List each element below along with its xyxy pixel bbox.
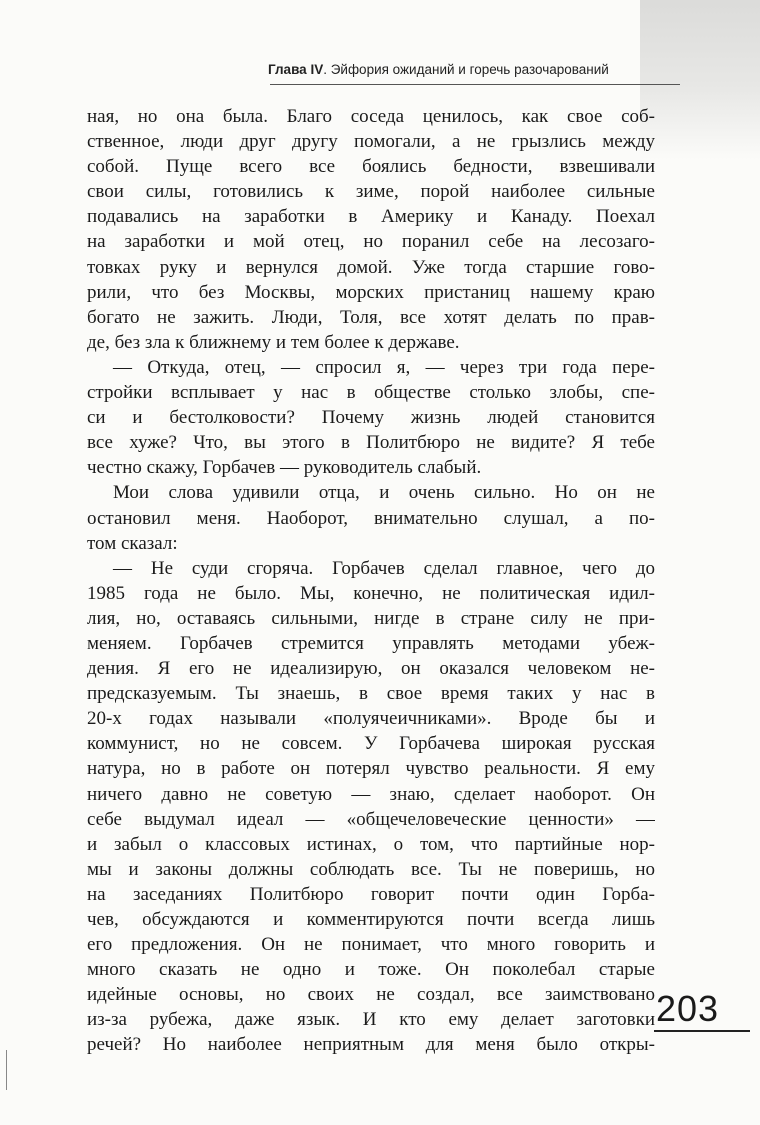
text-line: ничего давно не советую — знаю, сделает наоборот. Он [87,783,655,805]
text-line: на заработки и мой отец, но поранил себе на лесозаго- [87,231,655,253]
text-line: мы и законы должны соблюдать все. Ты не поверишь, но [87,858,655,880]
text-line: все хуже? Что, вы этого в Политбюро не видите? Я тебе [87,432,655,454]
text-line: подавались на заработки в Америку и Канаду. Поехал [87,206,655,228]
header-rule [270,84,680,85]
text-line: си и бестолковости? Почему жизнь людей становится [87,407,655,429]
text-line: собой. Пуще всего все боялись бедности, взвешивали [87,156,655,178]
text-line: меняем. Горбачев стремится управлять методами убеж- [87,632,655,654]
page-number-rule [654,1030,750,1032]
text-line: рили, что без Москвы, морских пристаниц нашему краю [87,281,655,303]
body-text [87,104,655,1058]
text-line: Мои слова удивили отца, и очень сильно. Но он не [113,482,655,504]
text-line: идейные основы, но своих не создал, все заимствовано [87,984,655,1006]
text-line: том сказал: [87,532,178,554]
text-line: — Не суди сгоряча. Горбачев сделал главное, чего до [113,557,655,579]
text-line: лия, но, оставаясь сильными, нигде в стране силу не при- [87,607,655,629]
page-number: 203 [656,988,720,1029]
text-line: де, без зла к ближнему и тем более к державе. [87,331,460,353]
text-line: из-за рубежа, даже язык. И кто ему делает заготовки [87,1009,655,1031]
text-line: ственное, люди друг другу помогали, а не грызлись между [87,131,655,153]
text-line: чев, обсуждаются и комментируются почти всегда лишь [87,909,655,930]
text-line: его предложения. Он не понимает, что много говорить и [87,934,655,956]
text-line: речей? Но наиболее неприятным для меня было откры- [87,1034,655,1056]
text-line: стройки всплывает у нас в обществе столько злобы, спе- [87,382,655,404]
text-line: 20-х годах называли «полуячеичниками». Вроде бы и [87,708,655,730]
text-line: коммунист, но не совсем. У Горбачева широкая русская [87,733,655,755]
scan-edge-mark [6,1050,7,1090]
text-line: дения. Я его не идеализирую, он оказался человеком не- [87,658,655,680]
scan-shading [640,0,760,160]
chapter-title: . Эйфория ожиданий и горечь разочарований [323,62,609,77]
text-line: ная, но она была. Благо соседа ценилось, как свое соб- [87,106,655,127]
text-line: на заседаниях Политбюро говорит почти один Горба- [87,883,655,905]
text-line: богато не зажить. Люди, Толя, все хотят делать по прав- [87,306,655,328]
text-line: 1985 года не было. Мы, конечно, не политическая идил- [87,582,655,604]
running-header [268,62,678,77]
text-line: честно скажу, Горбачев — руководитель слабый. [87,457,482,479]
text-line: товках руку и вернулся домой. Уже тогда старшие гово- [87,256,655,278]
text-line: себе выдумал идеал — «общечеловеческие ценности» — [87,808,655,830]
text-line: — Откуда, отец, — спросил я, — через три года пере- [113,356,655,378]
text-line: много сказать не одно и тоже. Он поколебал старые [87,959,655,981]
text-line: остановил меня. Наоборот, внимательно слушал, а по- [87,507,655,529]
chapter-label: Глава IV [268,62,324,77]
text-line: натура, но в работе он потерял чувство реальности. Я ему [87,758,655,780]
text-line: предсказуемым. Ты знаешь, в свое время таких у нас в [87,683,655,705]
text-line: и забыл о классовых истинах, о том, что партийные нор- [87,833,655,855]
text-line: свои силы, готовились к зиме, порой наиболее сильные [87,181,655,203]
